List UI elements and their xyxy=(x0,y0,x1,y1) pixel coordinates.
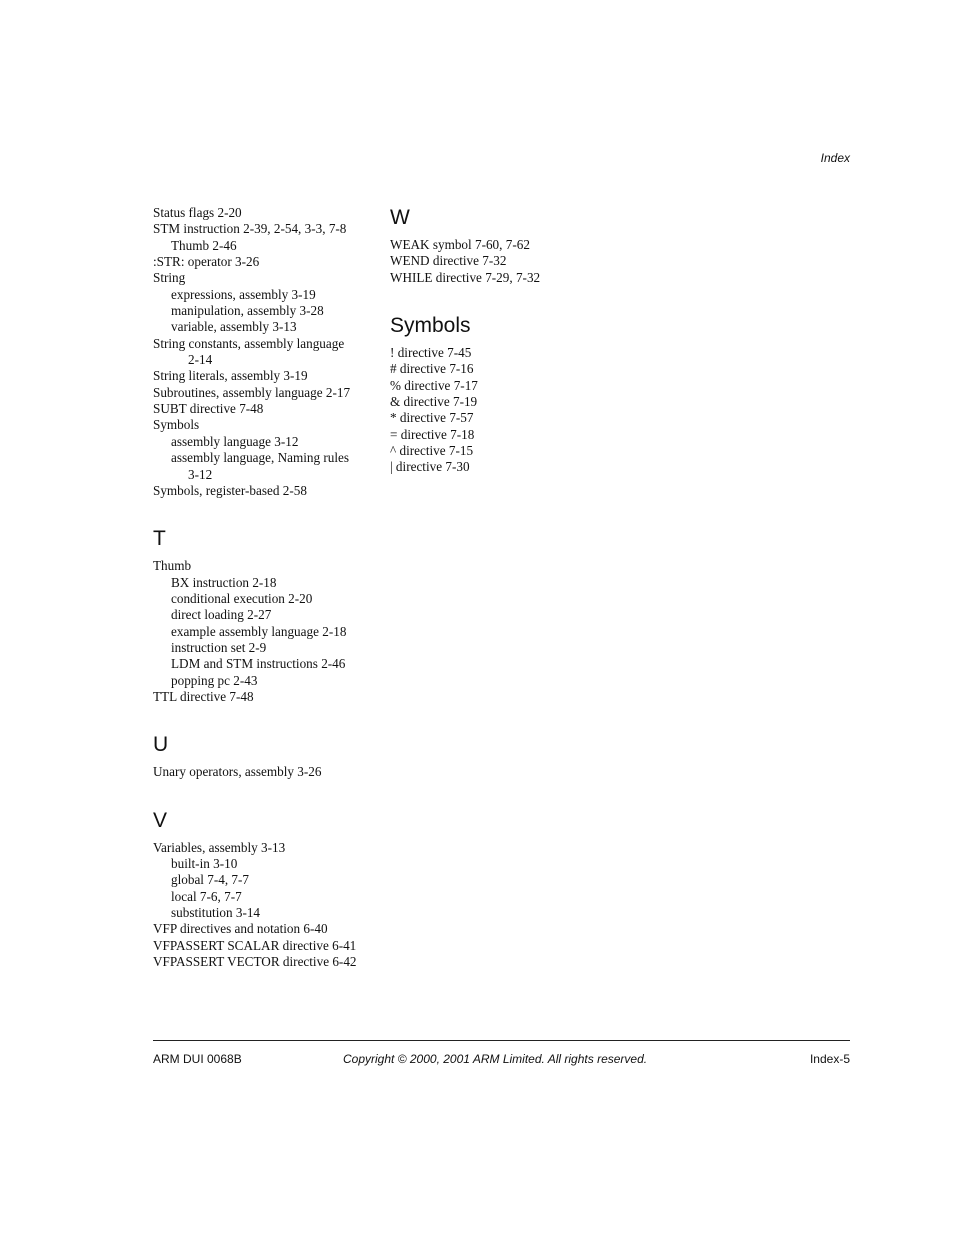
index-section xyxy=(153,205,385,499)
index-entry: WEND directive 7-32 xyxy=(390,253,507,269)
footer-divider xyxy=(153,1040,850,1041)
index-entry: # directive 7-16 xyxy=(390,361,474,377)
section-heading: Symbols xyxy=(390,314,471,338)
index-entry: Subroutines, assembly language 2-17 xyxy=(153,384,351,400)
index-entry: VFPASSERT SCALAR directive 6-41 xyxy=(153,937,357,953)
index-entry: BX instruction 2-18 xyxy=(171,574,277,590)
index-entry: local 7-6, 7-7 xyxy=(171,888,242,904)
copyright-notice: Copyright © 2000, 2001 ARM Limited. All rights reserved. xyxy=(343,1052,648,1066)
index-entry: WHILE directive 7-29, 7-32 xyxy=(390,269,541,285)
index-entry: ! directive 7-45 xyxy=(390,345,472,361)
doc-number: ARM DUI 0068B xyxy=(153,1052,242,1066)
index-entry: built-in 3-10 xyxy=(171,855,238,871)
index-section xyxy=(153,808,385,971)
index-entry: String xyxy=(153,270,186,286)
index-column-right xyxy=(390,205,630,503)
index-entry: Thumb xyxy=(153,558,192,574)
index-section xyxy=(153,732,385,780)
index-entry: example assembly language 2-18 xyxy=(171,623,347,639)
index-entry: % directive 7-17 xyxy=(390,377,478,393)
index-entry: direct loading 2-27 xyxy=(171,607,272,623)
index-entry: String constants, assembly language xyxy=(153,335,345,351)
index-entry: assembly language, Naming rules xyxy=(171,450,349,466)
index-entry: Symbols xyxy=(153,417,200,433)
index-entry: Thumb 2-46 xyxy=(171,237,237,253)
index-entry: String literals, assembly 3-19 xyxy=(153,368,308,384)
index-section xyxy=(390,205,630,286)
index-entry: popping pc 2-43 xyxy=(171,672,258,688)
running-title: Index xyxy=(820,151,850,165)
index-entry: STM instruction 2-39, 2-54, 3-3, 7-8 xyxy=(153,221,347,237)
index-entry: global 7-4, 7-7 xyxy=(171,872,250,888)
index-entry: 3-12 xyxy=(188,466,213,482)
section-heading: U xyxy=(153,733,169,757)
section-heading: W xyxy=(390,206,410,229)
index-entry: conditional execution 2-20 xyxy=(171,590,313,606)
page-number: Index-5 xyxy=(809,1052,850,1066)
index-section xyxy=(153,526,385,705)
section-heading: T xyxy=(153,527,166,551)
index-entry: | directive 7-30 xyxy=(390,459,470,475)
index-entry: VFP directives and notation 6-40 xyxy=(153,921,328,937)
index-entry: expressions, assembly 3-19 xyxy=(171,286,316,302)
index-entry: TTL directive 7-48 xyxy=(153,688,254,704)
index-entry: Unary operators, assembly 3-26 xyxy=(153,764,322,780)
index-entry: * directive 7-57 xyxy=(390,410,474,426)
index-entry: VFPASSERT VECTOR directive 6-42 xyxy=(153,954,357,970)
index-entry: LDM and STM instructions 2-46 xyxy=(171,656,346,672)
index-entry: Variables, assembly 3-13 xyxy=(153,839,286,855)
index-entry: ^ directive 7-15 xyxy=(390,443,474,459)
index-entry: substitution 3-14 xyxy=(171,905,261,920)
index-entry: Status flags 2-20 xyxy=(153,205,242,220)
index-column-left xyxy=(153,205,385,997)
section-heading: V xyxy=(153,808,168,832)
index-entry: :STR: operator 3-26 xyxy=(153,254,260,270)
index-entry: & directive 7-19 xyxy=(390,394,478,410)
index-section xyxy=(390,313,630,476)
index-entry: SUBT directive 7-48 xyxy=(153,401,264,417)
index-entry: WEAK symbol 7-60, 7-62 xyxy=(390,237,530,252)
index-entry: 2-14 xyxy=(188,352,213,368)
index-entry: manipulation, assembly 3-28 xyxy=(171,303,324,319)
index-entry: assembly language 3-12 xyxy=(171,433,299,449)
index-entry: Symbols, register-based 2-58 xyxy=(153,482,307,498)
index-entry: = directive 7-18 xyxy=(390,426,475,442)
index-entry: variable, assembly 3-13 xyxy=(171,319,297,335)
index-entry: instruction set 2-9 xyxy=(171,639,267,655)
